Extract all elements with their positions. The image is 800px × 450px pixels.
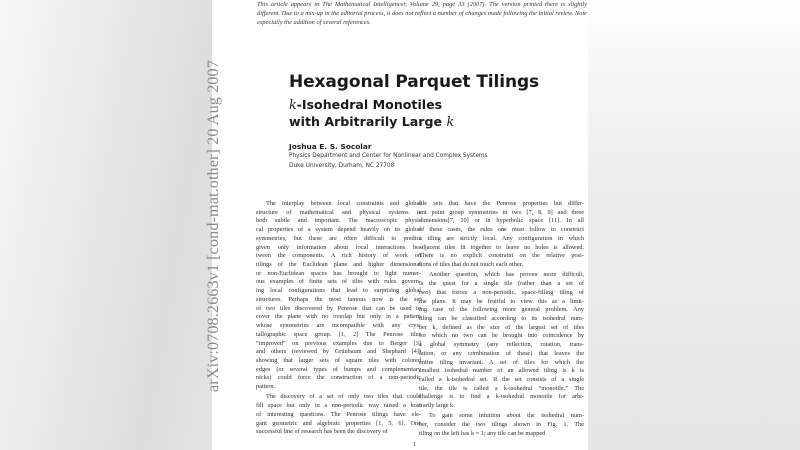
text-line: cover the plane with no overlap but only in a pattern (256, 313, 421, 321)
arxiv-identifier-stamp: arXiv:0708.2663v1 [cond-mat.other] 20 Aug 2007 (204, 60, 222, 392)
text-line: nicks) could force the construction of a non-periodic (256, 374, 421, 382)
subtitle-line-2 (289, 113, 454, 130)
publication-note: This article appears in The Mathematical Intelligencer, Volume 29, page 33 (2007). The version printed there is slightly different. Due to a mix-up in the editorial process, it does not reflect a number of changes made following the initial review. Note especially the addition of several references. (257, 1, 587, 27)
text-line: both subtle and important. The macroscopic physi- (256, 217, 421, 225)
text-line: a tiling are strictly local. Any configuration in which (419, 234, 584, 242)
affiliation-line: Duke University, Durham, NC 27708 (289, 162, 395, 169)
text-line: of interesting questions. The Penrose tilings have ele- (256, 410, 421, 418)
subtitle-line-1 (289, 96, 454, 113)
subtitle-k-variable: k (289, 97, 297, 112)
affiliation-line: Physics Department and Center for Nonlinear and Complex Systems (289, 153, 488, 159)
body-column-right (419, 200, 584, 439)
text-line: is the quest for a single tile (rather than a set of (419, 280, 584, 288)
text-line: ber, consider the two tilings shown in Fig. 1. The (419, 421, 584, 429)
text-line: trarily large k. (419, 402, 455, 410)
subtitle-line-1-text: -Isohedral Monotiles (296, 97, 443, 112)
text-line: tween the components. A rich history of work on (256, 252, 421, 260)
text-line: ing local configurations that lead to surprising global (256, 287, 421, 295)
text-line: tile, the tile is called a k-isohedral “monotile.” The (419, 384, 584, 392)
text-line: ous examples of finite sets of tiles with rules govern- (256, 278, 421, 286)
text-line: ent point group symmetries in two [7, 8, 9] and three (419, 208, 584, 216)
text-line: or non-Euclidean spaces has brought to light numer- (256, 269, 421, 277)
text-line: tilings of the Euclidean plane and higher dimensional (256, 261, 421, 269)
text-line: gant geometric and algebraic properties [1, 5, 6]. One (256, 419, 421, 427)
subtitle-k-variable: k (446, 114, 455, 129)
text-line: tiling on the left has k = 1; any tile can be mapped (419, 429, 546, 437)
text-line: for which no two can be brought into coincidence by (419, 332, 584, 340)
paper-subtitle (289, 96, 454, 130)
text-line: tile sets that have the Penrose properties but differ- (419, 200, 584, 207)
text-line: a global symmetry (any reflection, rotation, trans- (419, 341, 584, 349)
text-line: tions of tiles that do not touch each other. (419, 261, 524, 269)
text-line: given only information about local interactions be- (256, 243, 421, 251)
text-line: two) that forces a non-periodic, space-filling tiling of (419, 288, 584, 296)
text-line: and others (reviewed by Grünbaum and Shephard [4]) (256, 348, 421, 356)
page-number: 1 (413, 441, 417, 448)
text-line: ing case of the following more general problem. Any (419, 306, 584, 314)
text-line: structure of mathematical and physical systems is (256, 208, 421, 216)
text-line: of two tiles discovered by Penrose that can be used to (256, 304, 421, 312)
blurred-background-left (0, 0, 212, 450)
text-line: The interplay between local constraints and global (266, 200, 421, 207)
text-line: cal properties of a system depend heavily on its global (256, 226, 421, 234)
text-line: fill space but only in a non-periodic way raised a host (256, 402, 421, 410)
author-name: Joshua E. S. Socolar (289, 142, 372, 151)
text-line: lation, or any combination of these) that leaves the (419, 349, 584, 357)
text-line: of these cases, the rules one must follow to construct (419, 226, 584, 234)
text-line: the plane. It may be fruitful to view this as a limit- (419, 297, 584, 305)
text-line: whose symmetries are incompatible with any crys- (256, 322, 421, 330)
text-line: edges (or several types of bumps and complementary (256, 365, 421, 373)
text-line: called a k-isohedral set. If the set consists of a single (419, 375, 584, 383)
subtitle-line-2-text: with Arbitrarily Large (289, 114, 447, 129)
text-line: structures. Perhaps the most famous now is the set (256, 295, 421, 303)
text-line: Another question, which has proven more difficult, (429, 271, 584, 279)
text-line: tiling can be classified according to its isohedral num- (419, 314, 584, 322)
text-line: challenge is to find a k-isohedral monotile for arbi- (419, 393, 584, 401)
paper-title: Hexagonal Parquet Tilings (289, 72, 540, 92)
text-line: To gain some intuition about the isohedral num- (429, 412, 584, 420)
text-line: showing that larger sets of square tiles with colored (256, 356, 421, 364)
text-line: dimensions[7, 10] or in hyperbolic space [11]. In all (419, 217, 584, 225)
text-line: symmetries, but these are often difficult to predict (256, 234, 421, 242)
text-line: successful line of research has been the discovery of (256, 428, 388, 436)
text-line: adjacent tiles fit together to leave no holes is allowed. (419, 243, 584, 251)
paper-page (212, 0, 588, 450)
text-line: smallest isohedral number of an allowed tiling is k is (419, 367, 584, 375)
text-line: The discovery of a set of only two tiles that could (266, 393, 421, 401)
text-line: ber k, defined as the size of the largest set of tiles (419, 323, 584, 331)
text-line: There is no explicit constraint on the relative posi- (419, 252, 584, 260)
author-affiliation (289, 152, 488, 171)
text-line: “improved” on previous examples due to Berger [3] (256, 339, 421, 347)
body-column-left (256, 200, 421, 437)
blurred-background-right (588, 0, 800, 450)
text-line: pattern. (256, 383, 276, 391)
text-line: entire tiling invariant. A set of tiles for which the (419, 358, 584, 366)
text-line: tallographic space group. [1, 2] The Penrose tiles (256, 330, 421, 338)
